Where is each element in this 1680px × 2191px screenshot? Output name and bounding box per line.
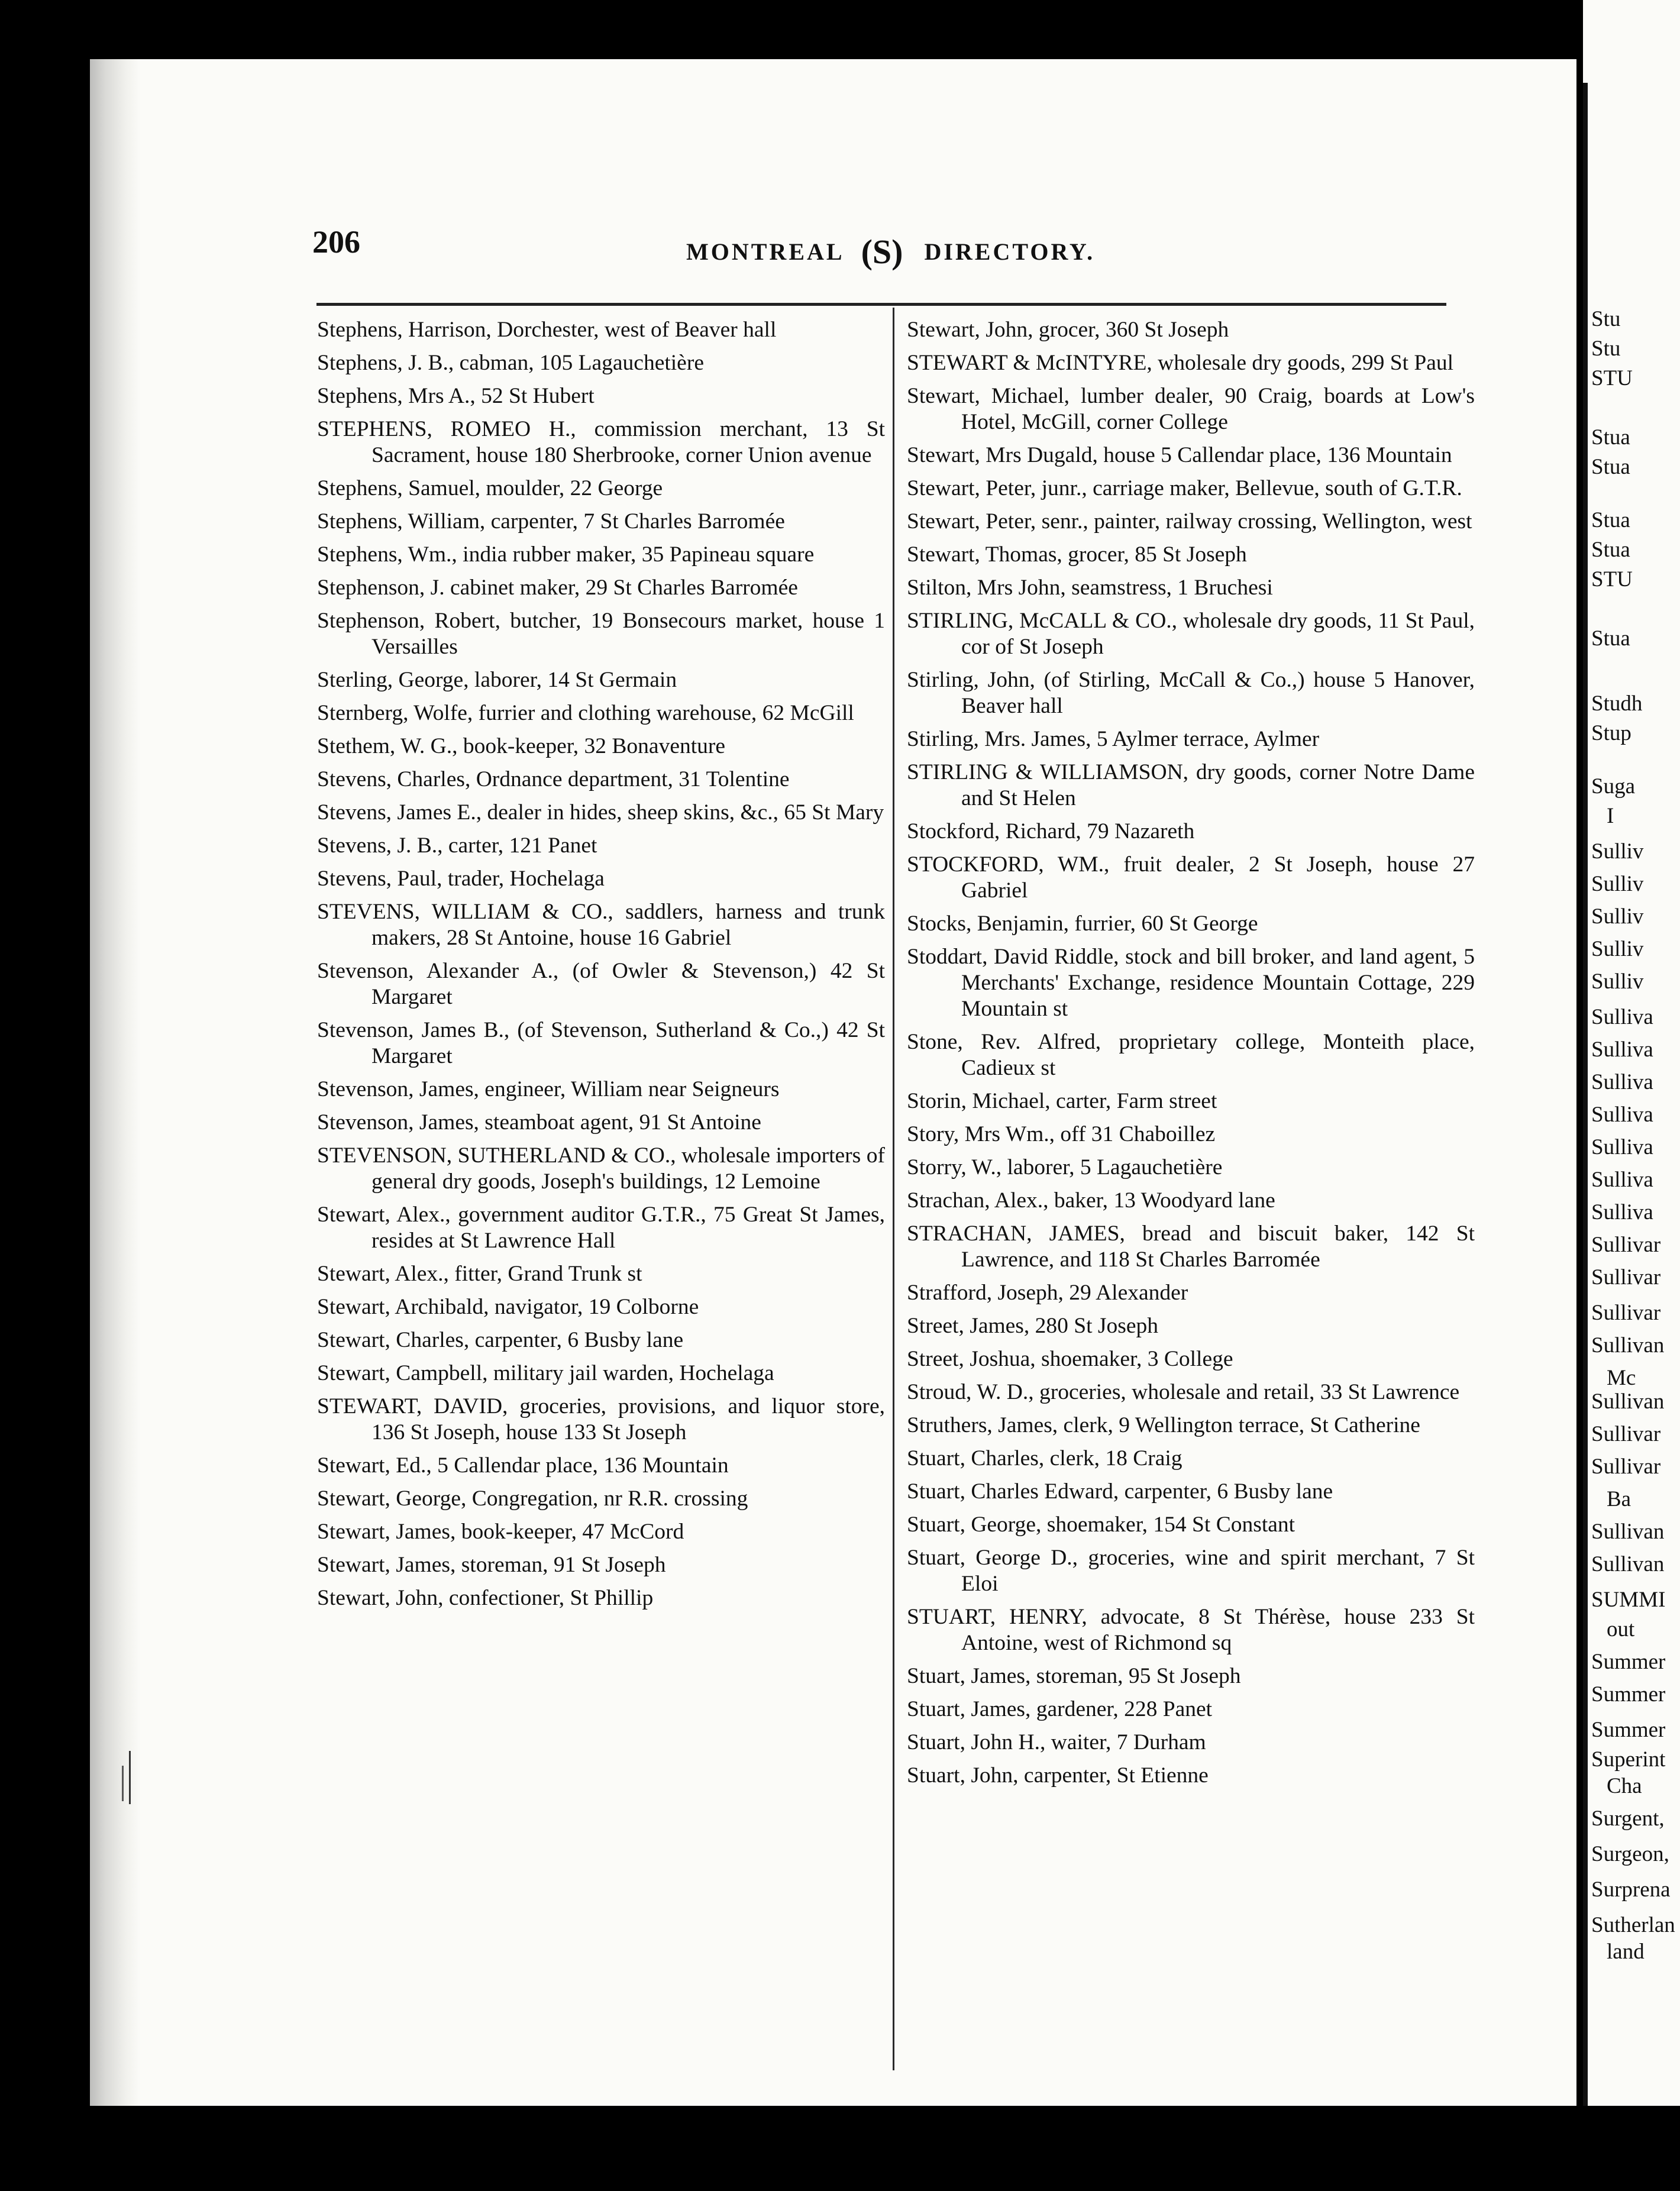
directory-entry: Stuart, Charles Edward, carpenter, 6 Busby lane [907,1479,1333,1504]
directory-entry: Stuart, Charles, clerk, 18 Craig [907,1446,1183,1471]
directory-entry: Stuart, James, storeman, 95 St Joseph [907,1664,1241,1688]
directory-entry: Stroud, W. D., groceries, wholesale and retail, 33 St Lawrence [907,1380,1460,1404]
edge-fragment: Superint [1591,1747,1666,1772]
directory-entry: Stevens, J. B., carter, 121 Panet [317,833,597,858]
directory-entry: Stewart, Thomas, grocer, 85 St Joseph [907,542,1247,567]
running-head [686,228,1096,271]
edge-fragment: Sullivar [1591,1265,1661,1290]
page-edge-line [1583,83,1588,2135]
directory-entry: Stephens, Samuel, moulder, 22 George [317,476,663,500]
directory-entry: Stuart, John, carpenter, St Etienne [907,1763,1209,1788]
directory-entry: STEPHENS, ROMEO H., commission merchant, 13 St Sacrament, house 180 Sherbrooke, corner Union avenue [317,417,885,467]
directory-entry: Stevenson, James, steamboat agent, 91 St Antoine [317,1110,761,1135]
directory-entry: STEVENSON, SUTHERLAND & CO., wholesale importers of general dry goods, Joseph's buildings, 12 Lemoine [317,1143,885,1194]
next-page-edge [1583,0,1680,2191]
running-head-right: DIRECTORY. [924,238,1096,265]
edge-fragment: Stua [1591,425,1630,450]
directory-entry: Stoddart, David Riddle, stock and bill broker, and land agent, 5 Merchants' Exchange, residence Mountain Cottage, 229 Mountain st [907,945,1475,1021]
edge-fragment: Stua [1591,538,1630,562]
directory-entry: Stewart, John, grocer, 360 St Joseph [907,318,1229,342]
directory-entry: Stewart, Archibald, navigator, 19 Colborne [317,1295,699,1319]
directory-entry: Stephens, J. B., cabman, 105 Lagauchetière [317,351,704,375]
edge-fragment: Sullivar [1591,1422,1661,1446]
edge-fragment: Sullivar [1591,1301,1661,1325]
edge-fragment: STU [1591,567,1633,592]
directory-entry: Stephens, Mrs A., 52 St Hubert [317,384,595,408]
directory-entry: Stocks, Benjamin, furrier, 60 St George [907,912,1258,936]
directory-entry: STOCKFORD, WM., fruit dealer, 2 St Joseph, house 27 Gabriel [907,852,1475,903]
edge-fragment: Sullivan [1591,1389,1665,1414]
gutter-mark [129,1751,131,1804]
directory-entry: Struthers, James, clerk, 9 Wellington terrace, St Catherine [907,1413,1420,1437]
directory-entry: Stirling, Mrs. James, 5 Aylmer terrace, Aylmer [907,727,1320,751]
edge-fragment: Studh [1591,691,1643,716]
directory-entry: Stuart, James, gardener, 228 Panet [907,1697,1213,1721]
directory-entry: Stuart, George D., groceries, wine and spirit merchant, 7 St Eloi [907,1546,1475,1596]
directory-entry: Street, Joshua, shoemaker, 3 College [907,1347,1233,1371]
directory-entry: Stewart, Alex., fitter, Grand Trunk st [317,1262,642,1286]
edge-fragment: Summer [1591,1650,1666,1674]
edge-fragment: Sulliv [1591,937,1644,961]
directory-entry: Stewart, Peter, junr., carriage maker, Bellevue, south of G.T.R. [907,476,1462,500]
edge-fragment: I [1607,804,1614,828]
edge-fragment: Cha [1607,1774,1642,1798]
directory-entry: Stewart, Ed., 5 Callendar place, 136 Mountain [317,1453,729,1478]
directory-entry: Stockford, Richard, 79 Nazareth [907,819,1195,844]
directory-entry: Storry, W., laborer, 5 Lagauchetière [907,1155,1223,1179]
directory-entry: Stevenson, Alexander A., (of Owler & Stevenson,) 42 St Margaret [317,959,885,1009]
edge-fragment: Sulliva [1591,1038,1653,1062]
edge-fragment: SUMMI [1591,1588,1666,1612]
directory-entry: Stewart, James, storeman, 91 St Joseph [317,1553,666,1577]
directory-entry: Strafford, Joseph, 29 Alexander [907,1281,1188,1305]
directory-entry: Stewart, Peter, senr., painter, railway crossing, Wellington, west [907,509,1472,534]
directory-entry: Stewart, Alex., government auditor G.T.R., 75 Great St James, resides at St Lawrence Hall [317,1203,885,1253]
edge-fragment: Sulliv [1591,904,1644,929]
directory-entry: Stilton, Mrs John, seamstress, 1 Bruchesi [907,576,1273,600]
edge-fragment: Surgent, [1591,1807,1665,1831]
edge-fragment: Sulliv [1591,839,1644,864]
edge-fragment: Sulliv [1591,970,1644,994]
directory-entry: Street, James, 280 St Joseph [907,1314,1158,1338]
header-rule [316,303,1446,306]
directory-entry: Stuart, George, shoemaker, 154 St Constant [907,1513,1295,1537]
edge-fragment: Sulliva [1591,1200,1653,1224]
edge-fragment: Sulliva [1591,1005,1653,1029]
edge-fragment: Sullivar [1591,1233,1661,1257]
directory-entry: Stevenson, James B., (of Stevenson, Sutherland & Co.,) 42 St Margaret [317,1018,885,1068]
directory-entry: Stephenson, J. cabinet maker, 29 St Charles Barromée [317,576,798,600]
edge-fragment: Surprena [1591,1877,1671,1902]
directory-entry: Storin, Michael, carter, Farm street [907,1089,1217,1113]
edge-fragment: Stua [1591,455,1630,479]
edge-fragment: Summer [1591,1718,1666,1742]
edge-fragment: Sullivan [1591,1520,1665,1544]
edge-fragment: Sulliva [1591,1135,1653,1159]
left-column [317,317,885,1618]
edge-fragment: STU [1591,366,1633,390]
directory-entry: Stewart, George, Congregation, nr R.R. crossing [317,1486,748,1511]
directory-entry: Stewart, Campbell, military jail warden, Hochelaga [317,1361,774,1385]
directory-entry: STIRLING, McCALL & CO., wholesale dry goods, 11 St Paul, cor of St Joseph [907,609,1475,659]
edge-fragment: Surgeon, [1591,1842,1669,1866]
edge-fragment: Stua [1591,626,1630,651]
directory-entry: Stewart, Michael, lumber dealer, 90 Craig, boards at Low's Hotel, McGill, corner College [907,384,1475,434]
directory-entry: Stevens, Paul, trader, Hochelaga [317,867,605,891]
directory-entry: STIRLING & WILLIAMSON, dry goods, corner Notre Dame and St Helen [907,760,1475,810]
edge-fragment: Sullivan [1591,1333,1665,1358]
edge-fragment: Sullivar [1591,1455,1661,1479]
directory-entry: Stewart, John, confectioner, St Phillip [317,1586,654,1610]
directory-entry: Stewart, James, book-keeper, 47 McCord [317,1520,684,1544]
directory-entry: STUART, HENRY, advocate, 8 St Thérèse, house 233 St Antoine, west of Richmond sq [907,1605,1475,1655]
edge-fragment: Stu [1591,307,1621,331]
edge-fragment: Summer [1591,1682,1666,1707]
edge-fragment: Stup [1591,721,1631,745]
directory-entry: Strachan, Alex., baker, 13 Woodyard lane [907,1188,1275,1213]
directory-entry: Story, Mrs Wm., off 31 Chaboillez [907,1122,1216,1146]
directory-entry: STEWART & McINTYRE, wholesale dry goods, 299 St Paul [907,351,1454,375]
edge-fragment: Stu [1591,337,1621,361]
edge-fragment: Suga [1591,774,1635,799]
directory-entry: Stephens, William, carpenter, 7 St Charles Barromée [317,509,785,534]
directory-entry: Stephenson, Robert, butcher, 19 Bonsecours market, house 1 Versailles [317,609,885,659]
directory-entry: Stuart, John H., waiter, 7 Durham [907,1730,1206,1754]
directory-entry: Stewart, Charles, carpenter, 6 Busby lane [317,1328,684,1352]
gutter-mark [122,1766,124,1801]
directory-entry: Stevens, Charles, Ordnance department, 31 Tolentine [317,767,790,791]
edge-fragment: Ba [1607,1487,1631,1511]
directory-entry: Stone, Rev. Alfred, proprietary college, Monteith place, Cadieux st [907,1030,1475,1080]
directory-entry: Stevens, James E., dealer in hides, sheep skins, &c., 65 St Mary [317,800,884,825]
directory-entry: Sternberg, Wolfe, furrier and clothing warehouse, 62 McGill [317,701,854,725]
directory-entry: Stethem, W. G., book-keeper, 32 Bonaventure [317,734,726,758]
directory-entry: Stephens, Wm., india rubber maker, 35 Papineau square [317,542,815,567]
directory-entry: STRACHAN, JAMES, bread and biscuit baker, 142 St Lawrence, and 118 St Charles Barromée [907,1221,1475,1272]
directory-entry: Stirling, John, (of Stirling, McCall & Co.,) house 5 Hanover, Beaver hall [907,668,1475,718]
section-letter: (S) [861,232,903,271]
right-column [907,317,1475,1796]
directory-entry: Stephens, Harrison, Dorchester, west of Beaver hall [317,318,777,342]
directory-entry: Stewart, Mrs Dugald, house 5 Callendar place, 136 Mountain [907,443,1452,467]
edge-fragment: Sullivan [1591,1552,1665,1576]
edge-fragment: Sulliva [1591,1070,1653,1094]
column-divider [893,308,894,2070]
edge-fragment: out [1607,1617,1635,1641]
edge-fragment: Sulliva [1591,1168,1653,1192]
binding-gutter [90,59,140,2129]
edge-fragment: Stua [1591,508,1630,532]
edge-fragment: Sutherlan [1591,1913,1675,1937]
directory-entry: Sterling, George, laborer, 14 St Germain [317,668,677,692]
edge-fragment: Mc [1607,1366,1636,1390]
directory-entry: STEVENS, WILLIAM & CO., saddlers, harness and trunk makers, 28 St Antoine, house 16 Gabriel [317,900,885,950]
running-head-left: MONTREAL [686,238,845,265]
directory-entry: STEWART, DAVID, groceries, provisions, and liquor store, 136 St Joseph, house 133 St Joseph [317,1394,885,1444]
page-number: 206 [312,224,360,260]
edge-fragment: Sulliv [1591,872,1644,896]
directory-entry: Stevenson, James, engineer, William near Seigneurs [317,1077,780,1101]
scan-border-bottom [0,2106,1680,2191]
edge-fragment: Sulliva [1591,1103,1653,1127]
edge-fragment: land [1607,1940,1645,1964]
